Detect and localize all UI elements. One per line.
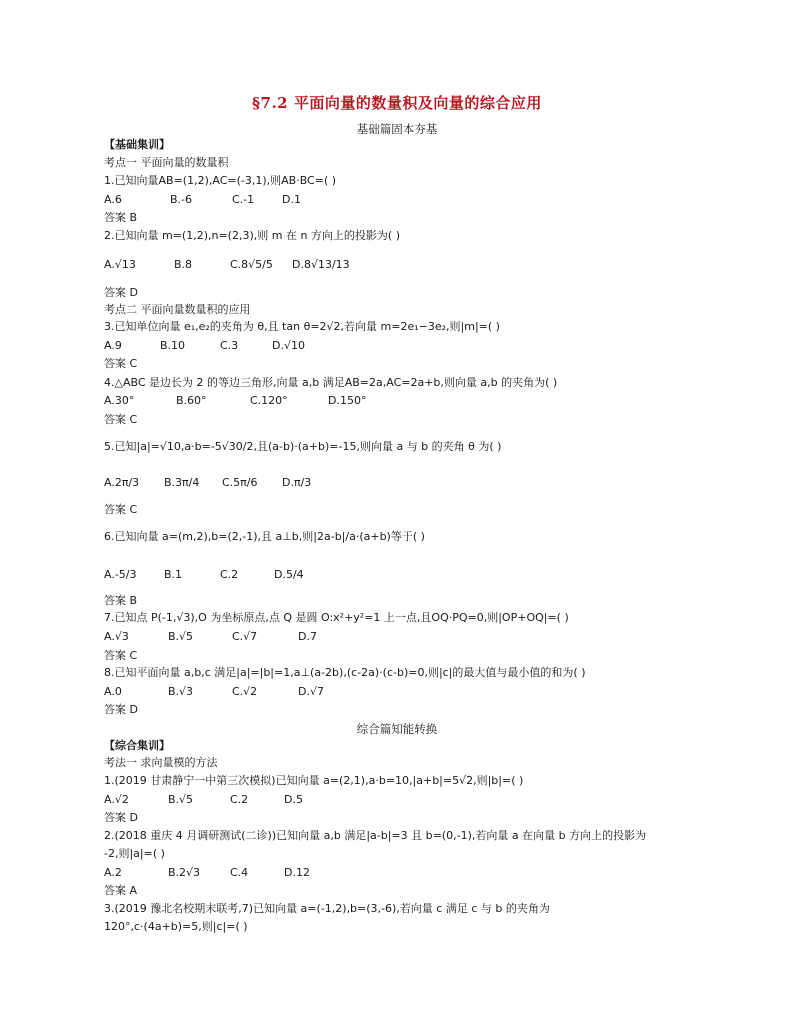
q6-answer: 答案 B — [104, 594, 138, 607]
question-5-stem: 5.已知|a|=√10,a·b=-5√30/2,且(a-b)·(a+b)=-15,则向量 a 与 b 的夹角 θ 为( ) — [104, 440, 502, 453]
comprehensive-question-3-stem-line2: 120°,c·(4a+b)=5,则|c|=( ) — [104, 920, 248, 933]
q1-option-b: B.-6 — [170, 193, 193, 206]
q6-option-b: B.1 — [164, 568, 183, 581]
q3-option-b: B.10 — [160, 339, 186, 352]
q2-option-c: C.8√5/5 — [230, 258, 273, 271]
q8-option-a: A.0 — [104, 685, 122, 698]
section-heading-basic: 基础篇固本夯基 — [356, 122, 438, 136]
q8-answer: 答案 D — [104, 703, 138, 716]
c2-option-c: C.4 — [230, 866, 249, 879]
question-8-stem: 8.已知平面向量 a,b,c 满足|a|=|b|=1,a⊥(a-2b),(c-2a)·(c-b)=0,则|c|的最大值与最小值的和为( ) — [104, 666, 586, 679]
page-title: §7.2 平面向量的数量积及向量的综合应用 — [252, 94, 542, 112]
q2-option-d: D.8√13/13 — [292, 258, 350, 271]
section-label-basic: 【基础集训】 — [104, 138, 170, 151]
q5-option-a: A.2π/3 — [104, 476, 140, 489]
c1-option-c: C.2 — [230, 793, 249, 806]
q1-option-a: A.6 — [104, 193, 122, 206]
q3-answer: 答案 C — [104, 357, 138, 370]
c2-option-b: B.2√3 — [168, 866, 201, 879]
c2-option-d: D.12 — [284, 866, 310, 879]
q7-answer: 答案 C — [104, 649, 138, 662]
q1-answer: 答案 B — [104, 211, 138, 224]
question-3-stem: 3.已知单位向量 e₁,e₂的夹角为 θ,且 tan θ=2√2,若向量 m=2e₁−3e₂,则|m|=( ) — [104, 320, 500, 333]
q5-option-c: C.5π/6 — [222, 476, 258, 489]
q4-option-a: A.30° — [104, 394, 135, 407]
q4-answer: 答案 C — [104, 413, 138, 426]
q2-option-a: A.√13 — [104, 258, 136, 271]
section-label-comprehensive: 【综合集训】 — [104, 739, 170, 752]
q1-option-d: D.1 — [282, 193, 301, 206]
q3-option-d: D.√10 — [272, 339, 305, 352]
c1-option-d: D.5 — [284, 793, 303, 806]
question-6-stem: 6.已知向量 a=(m,2),b=(2,-1),且 a⊥b,则|2a-b|/a·(a+b)等于( ) — [104, 530, 425, 543]
section-heading-comprehensive: 综合篇知能转换 — [356, 722, 438, 736]
q5-option-b: B.3π/4 — [164, 476, 200, 489]
question-1-stem: 1.已知向量AB=(1,2),AC=(-3,1),则AB·BC=( ) — [104, 174, 337, 187]
q6-option-d: D.5/4 — [274, 568, 304, 581]
q7-option-b: B.√5 — [168, 630, 194, 643]
q4-option-d: D.150° — [328, 394, 367, 407]
comprehensive-question-3-stem-line1: 3.(2019 豫北名校期末联考,7)已知向量 a=(-1,2),b=(3,-6),若向量 c 满足 c 与 b 的夹角为 — [104, 902, 550, 915]
q5-option-d: D.π/3 — [282, 476, 312, 489]
comprehensive-question-2-stem-line1: 2.(2018 重庆 4 月调研测试(二诊))已知向量 a,b 满足|a-b|=3 且 b=(0,-1),若向量 a 在向量 b 方向上的投影为 — [104, 829, 647, 842]
topic-heading-1: 考点一 平面向量的数量积 — [104, 156, 229, 169]
question-7-stem: 7.已知点 P(-1,√3),O 为坐标原点,点 Q 是圆 O:x²+y²=1 上一点,且OQ·PQ=0,则|OP+OQ|=( ) — [104, 611, 569, 624]
c1-option-b: B.√5 — [168, 793, 194, 806]
question-2-stem: 2.已知向量 m=(1,2),n=(2,3),则 m 在 n 方向上的投影为( ) — [104, 229, 401, 242]
q3-option-c: C.3 — [220, 339, 239, 352]
comprehensive-question-2-stem-line2: -2,则|a|=( ) — [104, 847, 165, 860]
c2-option-a: A.2 — [104, 866, 122, 879]
q8-option-c: C.√2 — [232, 685, 258, 698]
c1-answer: 答案 D — [104, 811, 138, 824]
q5-answer: 答案 C — [104, 503, 138, 516]
q8-option-b: B.√3 — [168, 685, 194, 698]
topic-heading-2: 考点二 平面向量数量积的应用 — [104, 303, 251, 316]
q4-option-c: C.120° — [250, 394, 288, 407]
q6-option-c: C.2 — [220, 568, 239, 581]
comprehensive-question-1-stem: 1.(2019 甘肃静宁一中第三次模拟)已知向量 a=(2,1),a·b=10,|a+b|=5√2,则|b|=( ) — [104, 774, 524, 787]
c1-option-a: A.√2 — [104, 793, 129, 806]
q4-option-b: B.60° — [176, 394, 207, 407]
q8-option-d: D.√7 — [298, 685, 324, 698]
q2-answer: 答案 D — [104, 286, 138, 299]
q3-option-a: A.9 — [104, 339, 122, 352]
q1-option-c: C.-1 — [232, 193, 255, 206]
q7-option-d: D.7 — [298, 630, 317, 643]
question-4-stem: 4.△ABC 是边长为 2 的等边三角形,向量 a,b 满足AB=2a,AC=2a+b,则向量 a,b 的夹角为( ) — [104, 376, 558, 389]
method-heading-1: 考法一 求向量模的方法 — [104, 756, 218, 769]
q7-option-a: A.√3 — [104, 630, 129, 643]
q6-option-a: A.-5/3 — [104, 568, 137, 581]
q7-option-c: C.√7 — [232, 630, 258, 643]
c2-answer: 答案 A — [104, 884, 138, 897]
q2-option-b: B.8 — [174, 258, 193, 271]
